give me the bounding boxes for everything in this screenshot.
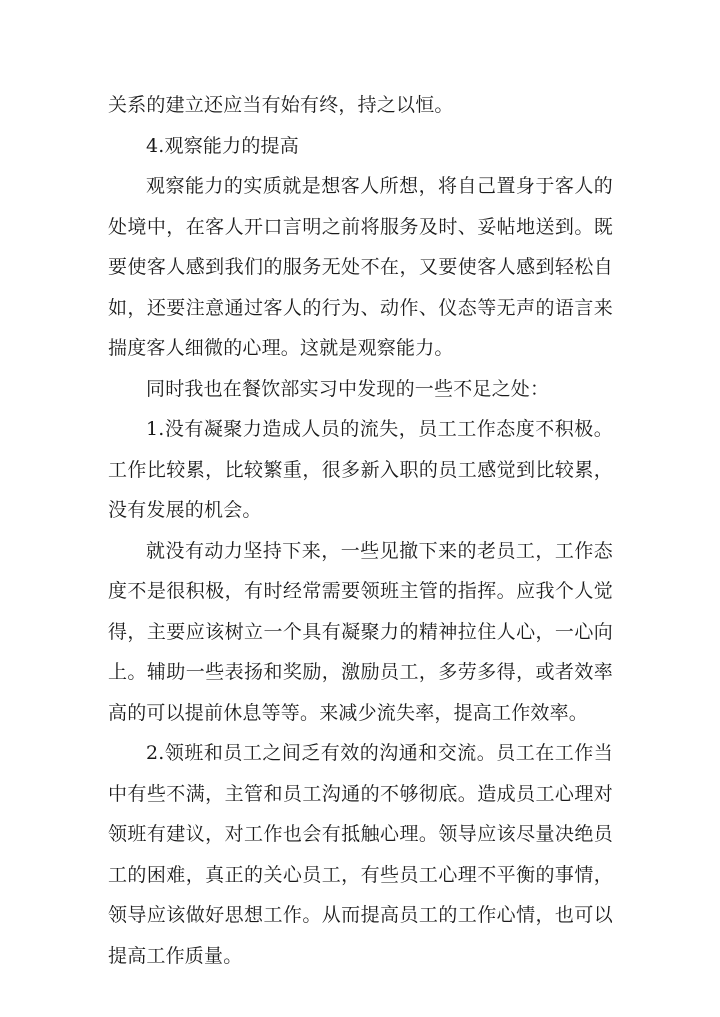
paragraph-shortcomings-intro: 同时我也在餐饮部实习中发现的一些不足之处：: [146, 377, 550, 400]
paragraph-point-2: 2.领班和员工之间乏有效的沟通和交流。员工在工作当中有些不满，主管和员工沟通的不够彻底。造成员工心理对领班有建议，对工作也会有抵触心理。领导应该尽量决绝员工的困难，真正的关心员工，有些员工心理不平衡的事情，领导应该做好思想工作。从而提高员工的工作心情，也可以提高工作质量。: [108, 742, 613, 967]
paragraph-point-1: 1.没有凝聚力造成人员的流失，员工工作态度不积极。工作比较累，比较繁重，很多新入职的员工感觉到比较累，没有发展的机会。: [108, 418, 613, 521]
paragraph-point-1-detail: 就没有动力坚持下来，一些见撤下来的老员工，工作态度不是很积极，有时经常需要领班主管的指挥。应我个人觉得，主要应该树立一个具有凝聚力的精神拉住人心，一心向上。辅助一些表扬和奖励，激励员工，多劳多得，或者效率高的可以提前休息等等。来减少流失率，提高工作效率。: [108, 539, 613, 724]
section-heading-observation: 4.观察能力的提高: [146, 134, 299, 157]
document-body: [108, 85, 613, 976]
paragraph-observation: 观察能力的实质就是想客人所想，将自己置身于客人的处境中，在客人开口言明之前将服务及时、妥帖地送到。既要使客人感到我们的服务无处不在，又要使客人感到轻松自如，还要注意通过客人的行为、动作、仪态等无声的语言来揣度客人细微的心理。这就是观察能力。: [108, 175, 613, 359]
paragraph-continuation: 关系的建立还应当有始有终，持之以恒。: [108, 94, 454, 116]
